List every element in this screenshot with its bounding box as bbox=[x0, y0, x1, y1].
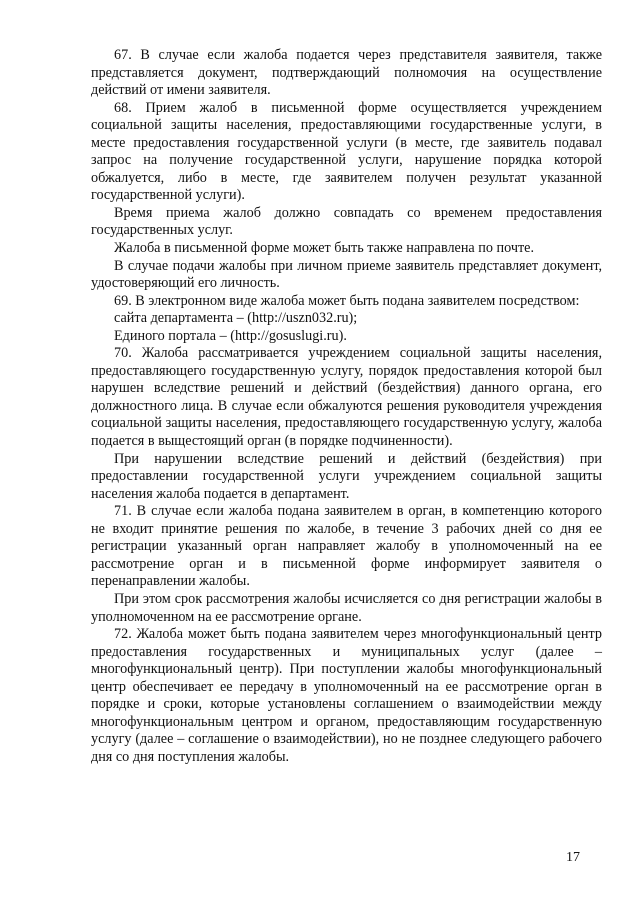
paragraph-69: 69. В электронном виде жалоба может быть подана заявителем посредством: bbox=[114, 292, 580, 309]
paragraph-personal-reception: В случае подачи жалобы при личном приеме заявитель представляет документ, удостоверяющий его личность. bbox=[91, 257, 602, 292]
paragraph-mail: Жалоба в письменной форме может быть также направлена по почте. bbox=[114, 240, 535, 257]
document-body bbox=[91, 47, 602, 766]
paragraph-review-term: При этом срок рассмотрения жалобы исчисляется со дня регистрации жалобы в уполномоченном на ее рассмотрение органе. bbox=[91, 590, 602, 625]
list-item-unified-portal: Единого портала – (http://gosuslugi.ru). bbox=[114, 327, 347, 344]
paragraph-72: 72. Жалоба может быть подана заявителем через многофункциональный центр предоставления государственных и муниципальных услуг (далее – многофункциональный центр). При поступлении жалобы многофункциональный центр обеспечивает ее передачу в уполномоченный на ее рассмотрение орган в порядке и сроки, которые установлены соглашением о взаимодействии между многофункциональным центром и органом, предоставляющим государственную услугу (далее – соглашение о взаимодействии), но не позднее следующего рабочего дня со дня поступления жалобы. bbox=[91, 626, 602, 765]
paragraph-70: 70. Жалоба рассматривается учреждением социальной защиты населения, предоставляющего государственную услугу, порядок предоставления которой был нарушен вследствие решений и действий (бездействия) данного органа, его должностного лица. В случае если обжалуются решения руководителя учреждения социальной защиты населения, предоставляющего государственную услугу, жалоба подается в выщестоящий орган (в порядке подчиненности). bbox=[91, 345, 602, 450]
paragraph-reception-time: Время приема жалоб должно совпадать со временем предоставления государственных услуг. bbox=[91, 204, 602, 239]
paragraph-68: 68. Прием жалоб в письменной форме осуществляется учреждением социальной защиты населения, предоставляющими государственные услуги, в месте предоставления государственной услуги (в месте, где заявитель подавал запрос на получение государственной услуги, нарушение порядка которой обжалуется, либо в месте, где заявителем получен результат указанной государственной услуги). bbox=[91, 99, 602, 204]
list-item-department-site: сайта департамента – (http://uszn032.ru); bbox=[114, 310, 358, 327]
paragraph-71: 71. В случае если жалоба подана заявителем в орган, в компетенцию которого не входит принятие решения по жалобе, в течение 3 рабочих дней со дня ее регистрации указанный орган направляет жалобу в уполномоченный на ее рассмотрение орган и в письменной форме информирует заявителя о перенаправлении жалобы. bbox=[91, 503, 602, 590]
paragraph-violation: При нарушении вследствие решений и действий (бездействия) при предоставлении государственной услуги учреждением социальной защиты населения жалоба подается в департамент. bbox=[91, 450, 602, 502]
page-number: 17 bbox=[566, 850, 580, 865]
paragraph-67: 67. В случае если жалоба подается через представителя заявителя, также представляется документ, подтверждающий полномочия на осуществление действий от имени заявителя. bbox=[91, 47, 602, 99]
